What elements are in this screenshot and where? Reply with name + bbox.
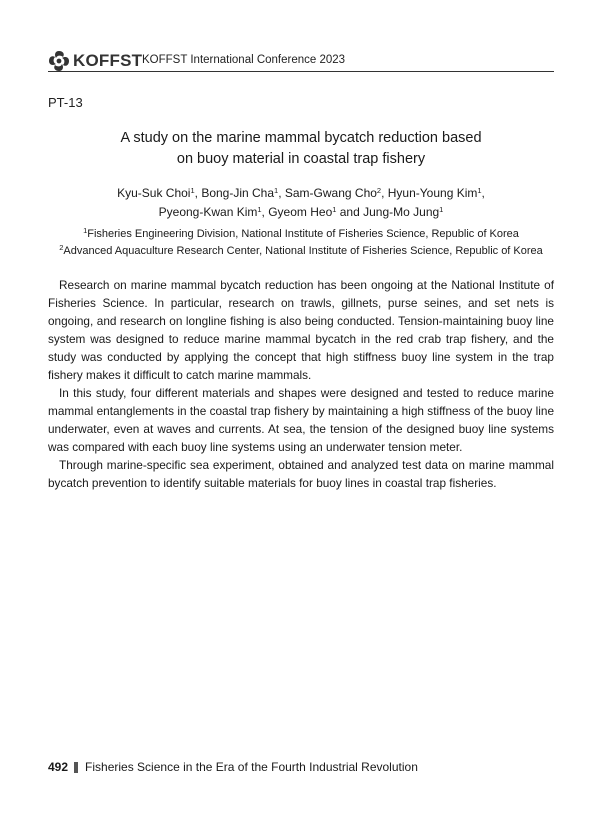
koffst-logo — [48, 50, 142, 72]
author-list — [48, 184, 554, 222]
abstract-paragraph: In this study, four different materials and shapes were designed and tested to reduce marine mammal entanglements in the coastal trap fishery by maintaining a high stiffness of the buoy line underwater, even at waves and currents. At sea, the tension of the designed buoy line systems was compared with each buoy line systems using an underwater tension meter. — [48, 386, 554, 454]
logo-text: KOFFST — [73, 51, 143, 70]
page-footer — [48, 760, 418, 774]
author: Hyun-Young Kim$^1$, — [387, 186, 485, 200]
affiliation-list — [48, 226, 554, 260]
author: Jung-Mo Jung$^1$ — [363, 205, 444, 219]
author: Sam-Gwang Cho$^2$, — [284, 186, 388, 200]
header-divider — [48, 71, 554, 72]
affiliation: $^2$Advanced Aquaculture Research Center, National Institute of Fisheries Science, Republic of Korea — [59, 243, 543, 257]
page-header — [48, 48, 554, 72]
author: Gyeom Heo$^1$ and — [268, 205, 364, 219]
conference-title: KOFFST International Conference 2023 — [142, 54, 346, 66]
author: Pyeong-Kwan Kim$^1$, — [158, 205, 269, 219]
page-number: 492 — [48, 760, 69, 774]
koffst-emblem-icon — [48, 50, 70, 72]
footer-separator — [74, 762, 78, 773]
author: Kyu-Suk Choi$^1$, — [117, 186, 202, 200]
affiliation: $^1$Fisheries Engineering Division, National Institute of Fisheries Science, Republic of Korea — [83, 226, 519, 240]
paper-title — [48, 128, 554, 170]
title-line-2: on buoy material in coastal trap fishery — [176, 151, 426, 167]
abstract-paragraph: Through marine-specific sea experiment, obtained and analyzed test data on marine mammal bycatch prevention to identify suitable materials for buoy lines in coastal trap fisheries. — [48, 458, 554, 490]
title-line-1: A study on the marine mammal bycatch reduction based — [120, 130, 482, 146]
author: Bong-Jin Cha$^1$, — [201, 186, 285, 200]
abstract — [48, 276, 554, 492]
book-title: Fisheries Science in the Era of the Fourth Industrial Revolution — [85, 760, 418, 774]
abstract-paragraph: Research on marine mammal bycatch reduction has been ongoing at the National Institute of Fisheries Science. In particular, research on trawls, gillnets, purse seines, and set nets is ongoing, and research on longline fishing is also being conducted. Tension-maintaining buoy line system was designed to reduce marine mammal bycatch in the red crab trap fishery, and the study was conducted by applying the concept that high stiffness buoy line system in the trap fishery makes it difficult to catch marine mammals. — [48, 278, 554, 382]
paper-code: PT-13 — [48, 95, 83, 110]
